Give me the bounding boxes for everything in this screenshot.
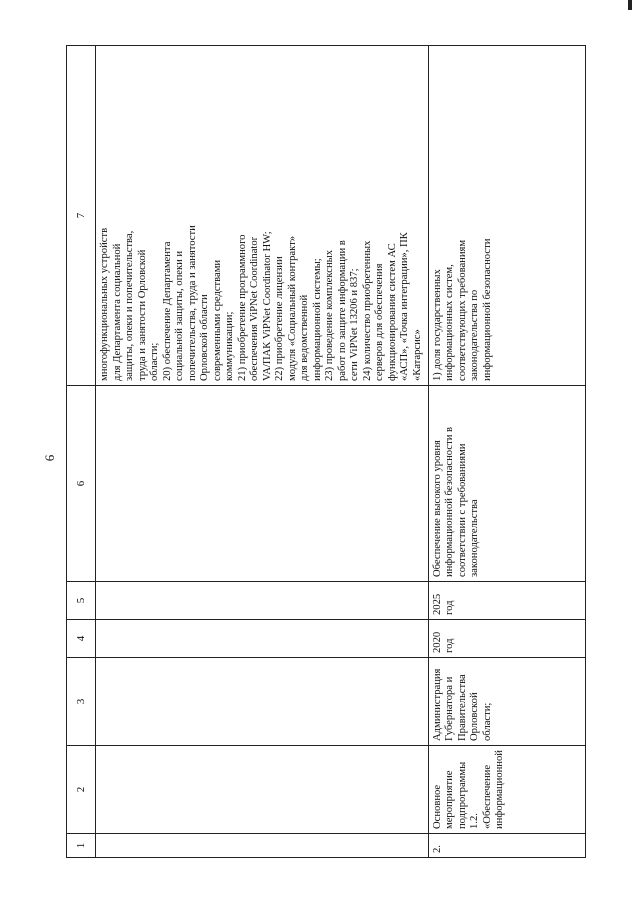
rotated-sheet <box>66 46 586 858</box>
cell-row-number: 2. <box>428 834 585 858</box>
text-line: информационной безопасности <box>481 238 493 381</box>
header-col-5: 5 <box>67 582 96 620</box>
text-line: коммуникации; <box>224 311 236 381</box>
text-line: для ведомственной <box>299 294 311 381</box>
text-line: области; <box>149 342 161 381</box>
cell-start-year: 2020 год <box>428 620 585 658</box>
text-line: «Обеспечение <box>481 764 493 829</box>
text-line: работ по защите информации в <box>336 240 348 381</box>
text-line: «Катарсис» <box>411 329 423 381</box>
text-line: 24) количество приобретенных <box>361 240 373 381</box>
cell-empty <box>96 658 429 746</box>
text-line: законодательства по <box>469 289 481 381</box>
cell-expected-result <box>428 386 585 582</box>
text-line: Правительства <box>456 674 468 741</box>
cell-empty <box>96 834 429 858</box>
table-row-continuation <box>96 46 429 858</box>
text-line: попечительства, труда и занятости <box>186 225 198 381</box>
text-line: обеспечения ViPNet Coordinator <box>249 236 261 381</box>
text-line: Основное <box>431 784 443 829</box>
header-col-2: 2 <box>67 746 96 834</box>
cell-empty <box>96 746 429 834</box>
text-line: мероприятие <box>444 770 456 829</box>
text-line: современными средствами <box>211 259 223 381</box>
text-line: 22) приобретение лицензии <box>274 256 286 381</box>
text-line: труда и занятости Орловской <box>136 249 148 381</box>
cell-empty <box>96 386 429 582</box>
text-line: информационной <box>494 750 506 829</box>
text-line: Администрация <box>431 668 443 741</box>
cell-executor <box>428 658 585 746</box>
table-row-2 <box>428 46 585 858</box>
header-col-3: 3 <box>67 658 96 746</box>
text-line: защиты, опеки и попечительства, <box>124 230 136 381</box>
text-line: информационной безопасности в <box>444 426 456 577</box>
text-line: Обеспечение высокого уровня <box>431 440 443 577</box>
header-col-1: 1 <box>67 834 96 858</box>
text-line: сети ViPNet 13206 и 837; <box>349 268 361 381</box>
text-line: серверов для обеспечения <box>374 263 386 381</box>
text-line: подпрограммы 1.2. <box>456 761 481 829</box>
text-line: «АСП», «Точка интеграции», ПК <box>399 232 411 381</box>
text-line: функционирования систем АС <box>386 243 398 381</box>
header-col-6: 6 <box>67 386 96 582</box>
text-line: 23) проведение комплексных <box>324 249 336 381</box>
text-line: многофункциональных устройств <box>99 227 111 381</box>
cell-empty <box>96 582 429 620</box>
text-line: Губернатора и <box>444 676 456 741</box>
cell-indicators-continued <box>96 46 429 386</box>
text-line: модуля «Социальный контракт» <box>286 235 298 381</box>
text-line: 21) приобретение программного <box>236 234 248 381</box>
text-line: Орловской области <box>199 294 211 381</box>
text-line: соответствии с требованиями <box>456 443 468 577</box>
text-line: Орловской <box>469 692 481 741</box>
cell-empty <box>96 620 429 658</box>
header-col-4: 4 <box>67 620 96 658</box>
text-line: VA/ПАК ViPNet Coordinator HW; <box>261 231 273 381</box>
cell-end-year: 2025 год <box>428 582 585 620</box>
header-col-7: 7 <box>67 46 96 386</box>
text-line: законодательства <box>469 499 481 577</box>
text-line: информационной системы; <box>311 258 323 381</box>
program-table <box>66 45 586 858</box>
corner-mark <box>628 0 632 10</box>
text-line: информационных систем, <box>444 264 456 381</box>
text-line: области; <box>481 702 493 741</box>
text-line: социальной защиты, опеки и <box>174 250 186 381</box>
text-line: для Департамента социальной <box>111 243 123 381</box>
page-number: 6 <box>42 454 57 462</box>
cell-indicators <box>428 46 585 386</box>
header-row <box>67 46 96 858</box>
cell-measure-name <box>428 746 585 834</box>
text-line: соответствующих требованиям <box>456 239 468 381</box>
text-line: 1) доля государственных <box>431 269 443 381</box>
text-line: 20) обеспечение Департамента <box>161 241 173 381</box>
